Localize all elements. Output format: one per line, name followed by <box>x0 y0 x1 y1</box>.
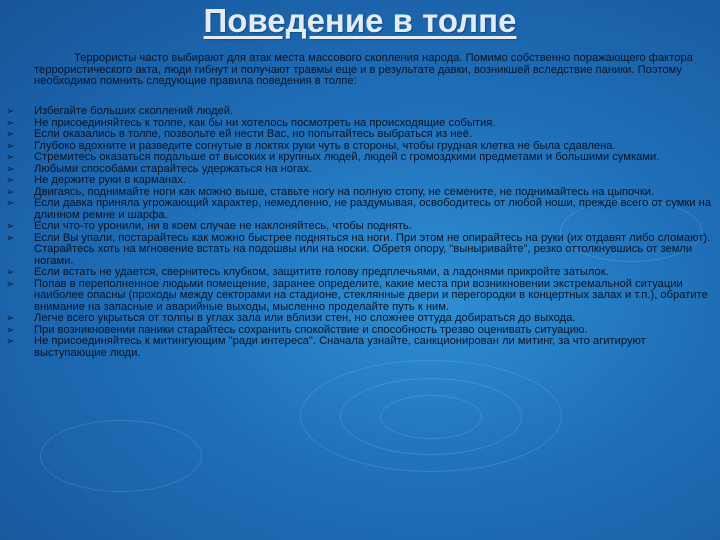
rule-text: Двигаясь, поднимайте ноги как можно выше, ставьте ногу на полную стопу, не семените, не поднимайтесь на цыпочки. <box>34 185 655 198</box>
arrowhead-bullet-icon: ➢ <box>6 267 15 278</box>
ripple-ring <box>380 395 482 439</box>
rule-text: Любыми способами старайтесь удержаться на ногах. <box>34 162 312 175</box>
intro-paragraph: Террористы часто выбирают для атак места массового скопления народа. Помимо собственно поражающего фактора террористического акта, люди гибнут и получают травмы еще и в результате давки, возникшей вследствие паники. Поэтому необходимо помнить следующие правила поведения в толпе: <box>34 52 693 87</box>
rule-list-item <box>0 129 720 141</box>
arrowhead-bullet-icon: ➢ <box>6 175 15 186</box>
rule-text: Если что-то уронили, ни в коем случае не наклоняйтесь, чтобы поднять. <box>34 220 412 232</box>
arrowhead-bullet-icon: ➢ <box>6 324 15 336</box>
rule-text: При возникновении паники старайтесь сохранить спокойствие и способность трезво оценивать ситуацию. <box>34 323 588 336</box>
arrowhead-bullet-icon: ➢ <box>6 186 15 198</box>
rule-list-item <box>0 152 720 164</box>
rule-text: Не присоединяйтесь к толпе, как бы ни хотелось посмотреть на происходящие события. <box>34 116 496 129</box>
rule-text: Не присоединяйтесь к митингующим "ради интереса". Сначала узнайте, санкционирован ли митинг, за что агитируют выступающие люди. <box>34 335 646 359</box>
rule-text: Глубоко вдохните и разведите согнутые в локтях руки чуть в стороны, чтобы грудная клетка не была сдавлена. <box>34 139 616 152</box>
rule-list-item <box>0 336 720 359</box>
arrowhead-bullet-icon: ➢ <box>6 221 15 232</box>
ripple-ring <box>40 420 202 492</box>
rule-list-item <box>0 267 720 279</box>
arrowhead-bullet-icon: ➢ <box>6 152 15 163</box>
rule-list-item <box>0 106 720 118</box>
rule-text: Если давка приняла угрожающий характер, немедленно, не раздумывая, освободитесь от любой ноши, прежде всего от сумки на длинном ремне и шарфа. <box>34 197 712 221</box>
rule-list-item <box>0 233 720 268</box>
rule-list-item <box>0 221 720 233</box>
rule-list-item <box>0 313 720 325</box>
rules-list <box>0 106 720 359</box>
rule-list-item <box>0 198 720 221</box>
arrowhead-bullet-icon: ➢ <box>6 106 15 117</box>
rule-text: Попав в переполненное людьми помещение, заранее определите, какие места при возникновении экстремальной ситуации наиболее опасны (проходы между секторами на стадионе, стеклянные двери и перегородки в концертных залах и т.п.), обратите внимание на запасные и аварийные выходы, мысленно проделайте путь к ним. <box>34 277 708 313</box>
arrowhead-bullet-icon: ➢ <box>6 140 15 152</box>
arrowhead-bullet-icon: ➢ <box>6 336 15 347</box>
rule-text: Если Вы упали, постарайтесь как можно быстрее подняться на ноги. При этом не опирайтесь на руки (их отдавят либо сломают). Старайтесь хоть на мгновение встать на подошвы или на носки. Обретя опору, "выныривайте", резко оттолкнувшись от земли ногами. <box>34 231 711 267</box>
rule-text: Если оказались в толпе, позвольте ей нести Вас, но попытайтесь выбраться из неё. <box>34 128 473 140</box>
rule-text: Если встать не удается, свернитесь клубком, защитите голову предплечьями, а ладонями прикройте затылок. <box>34 266 609 278</box>
arrowhead-bullet-icon: ➢ <box>6 129 15 140</box>
rule-text: Избегайте больших скоплений людей. <box>34 105 234 117</box>
slide-title: Поведение в толпе <box>203 2 517 39</box>
arrowhead-bullet-icon: ➢ <box>6 117 15 129</box>
arrowhead-bullet-icon: ➢ <box>6 163 15 175</box>
rule-list-item <box>0 279 720 314</box>
rule-text: Не держите руки в карманах. <box>34 174 187 186</box>
rule-list-item <box>0 175 720 187</box>
arrowhead-bullet-icon: ➢ <box>6 232 15 244</box>
rule-text: Стремитесь оказаться подальше от высоких и крупных людей, людей с громоздкими предметами и большими сумками. <box>34 151 660 163</box>
arrowhead-bullet-icon: ➢ <box>6 278 15 290</box>
rule-text: Легче всего укрыться от толпы в углах зала или вблизи стен, но сложнее оттуда добираться до выхода. <box>34 312 576 324</box>
arrowhead-bullet-icon: ➢ <box>6 313 15 324</box>
arrowhead-bullet-icon: ➢ <box>6 198 15 209</box>
